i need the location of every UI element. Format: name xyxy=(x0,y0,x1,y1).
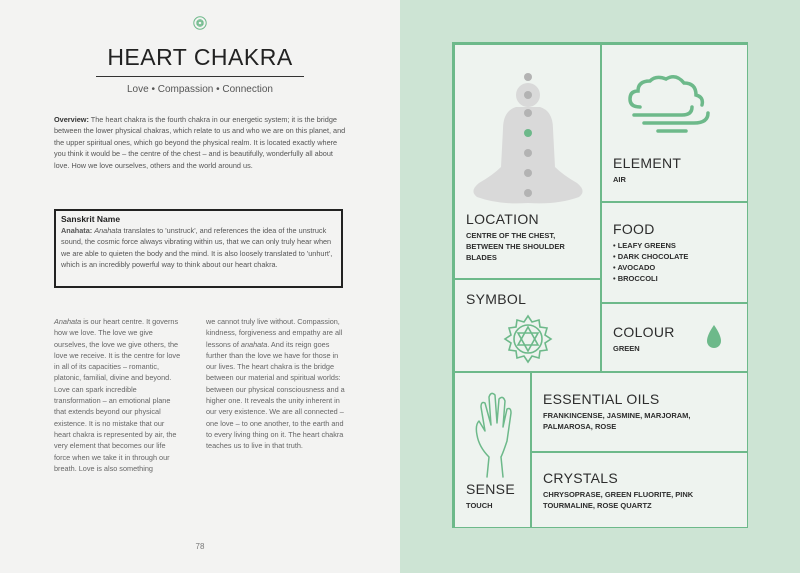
right-page xyxy=(400,0,800,573)
sense-label: SENSE xyxy=(466,481,515,497)
overview-label: Overview: xyxy=(54,115,89,124)
essential-oils-cell xyxy=(531,372,748,452)
crystals-label: CRYSTALS xyxy=(543,470,619,486)
body-column-2 xyxy=(206,316,346,452)
colour-label: COLOUR xyxy=(613,324,675,340)
sanskrit-lead-label: Anahata: xyxy=(61,226,93,235)
sense-value: TOUCH xyxy=(466,501,493,510)
page-subtitle: Love • Compassion • Connection xyxy=(127,84,273,95)
sanskrit-box-body xyxy=(61,225,341,270)
column2-italic: anahata xyxy=(240,339,268,349)
symbol-label: SYMBOL xyxy=(466,291,527,307)
overview-paragraph xyxy=(54,114,350,171)
essential-oils-label: ESSENTIAL OILS xyxy=(543,391,660,407)
element-cell xyxy=(601,44,748,202)
column1-lead: Anahata xyxy=(54,317,82,326)
meditating-figure-icon xyxy=(463,67,593,217)
location-label: LOCATION xyxy=(466,211,539,227)
essential-oils-value: FRANKINCENSE, JASMINE, MARJORAM, PALMAROSA, ROSE xyxy=(543,411,691,431)
water-drop-icon xyxy=(704,324,724,350)
page-title: HEART CHAKRA xyxy=(107,44,293,70)
title-divider xyxy=(96,76,304,77)
location-cell xyxy=(454,44,601,279)
food-list xyxy=(613,240,688,284)
wind-cloud-icon xyxy=(624,73,714,133)
column2-text-a: we cannot truly live without. Compassion, kindness, forgiveness and empathy are all lessons of xyxy=(206,317,343,349)
food-item: • BROCCOLI xyxy=(613,273,688,284)
chakra-info-grid xyxy=(452,42,748,528)
colour-cell xyxy=(601,303,748,372)
food-item: • LEAFY GREENS xyxy=(613,240,688,251)
heart-chakra-emblem-icon xyxy=(193,16,207,30)
crystals-value: CHRYSOPRASE, GREEN FLUORITE, PINK TOURMALINE, ROSE QUARTZ xyxy=(543,490,694,510)
food-cell xyxy=(601,202,748,303)
sanskrit-name-box xyxy=(54,209,343,288)
hand-icon xyxy=(467,391,517,481)
colour-value: GREEN xyxy=(613,344,640,353)
sanskrit-box-title: Sanskrit Name xyxy=(61,214,121,224)
heart-chakra-symbol-icon xyxy=(503,314,553,364)
overview-text: The heart chakra is the fourth chakra in our energetic system; it is the bridge between the lower physical chakras, which relate to us and who we are on this planet, and the upper spiritual ones, which go beyond the physical realm. It is located exactly where you think it would be – the centre of the chest – and is beautifully, wonderfully all about love. How we love ourselves, others and the world around us. xyxy=(54,115,346,170)
symbol-cell xyxy=(454,279,601,372)
column1-text: is our heart centre. It governs how we love. The love we give ourselves, the love we give others, the love we receive. It is the centre for love in all of its capacities – romantic, platonic, familial, divine and beyond. Love can spark incredible transformation – an emotional plane that extends beyond our physical existence. It is no mistake that our heart chakra is represented by air, the very element that becomes our life force when we take it in through our breath. Love is also something xyxy=(54,317,181,473)
sense-cell xyxy=(454,372,531,528)
food-item: • AVOCADO xyxy=(613,262,688,273)
element-label: ELEMENT xyxy=(613,155,682,171)
column2-text-b: . And its reign goes further than the love we have for those in our lives. The heart chakra is the bridge between our material and spiritual worlds: between our physical consciousness and a higher one. It reveals the unity inherent in our very existence. We are all connected – one love – to one another, to the earth and to every living thing on it. The heart chakra teaches us to live in that truth. xyxy=(206,339,345,451)
crystals-cell xyxy=(531,452,748,528)
sanskrit-lead-word: Anahata xyxy=(94,226,122,235)
element-value: AIR xyxy=(613,175,626,184)
page-number: 78 xyxy=(195,542,205,551)
food-item: • DARK CHOCOLATE xyxy=(613,251,688,262)
body-column-1 xyxy=(54,316,182,474)
location-value: CENTRE OF THE CHEST, BETWEEN THE SHOULDER BLADES xyxy=(466,231,565,262)
food-label: FOOD xyxy=(613,221,655,237)
sanskrit-box-text: translates to 'unstruck', and references the idea of the unstruck sound, the cosmic force always vibrating within us, that we can only truly hear when we are able to quieten the body and the mind. It is also loosely translated to 'unhurt', which is an incredibly powerful way to think about our heart chakra. xyxy=(61,226,333,269)
